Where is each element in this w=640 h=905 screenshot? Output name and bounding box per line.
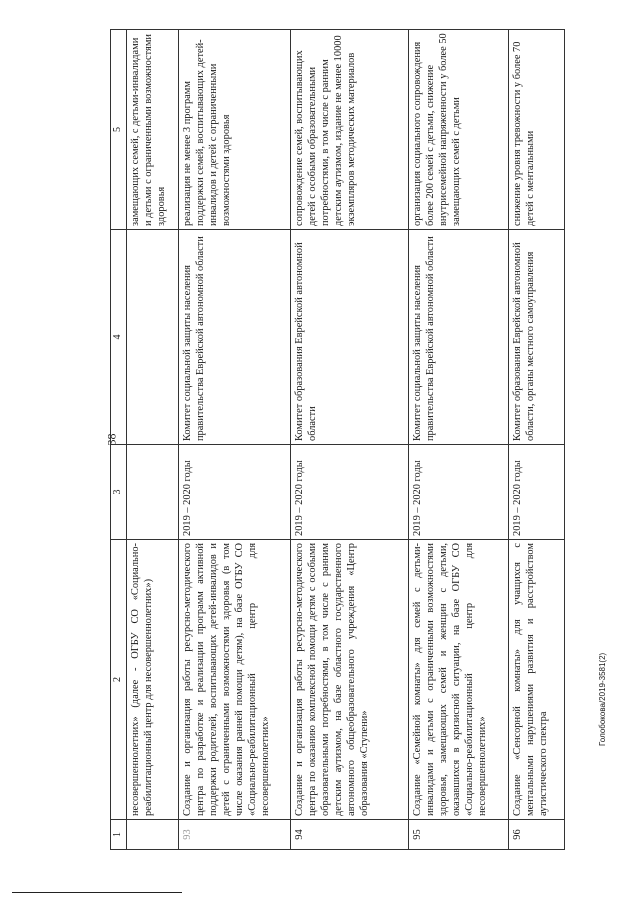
- task-cell: Создание и организация работы ресурсно-методического центра по разработке и реализации программ активной поддержки родителей, воспитывающих детей-инвалидов и детей с ограниченными возможностями здоровья (в том числе оказания ранней помощи детям), на базе ОГБУ СО «Социально-реабилитационный центр для несовершеннолетних»: [178, 540, 290, 820]
- table-row: [408, 30, 508, 850]
- table-row: [508, 30, 564, 850]
- result-cell: снижение уровня тревожности у более 70 детей с ментальными: [508, 30, 564, 230]
- period-cell: 2019 – 2020 годы: [178, 445, 290, 540]
- rotated-table-container: [110, 30, 560, 850]
- executor-cell: [126, 230, 178, 445]
- footer-code: Голобокова/2019-3581(2): [598, 652, 607, 746]
- task-cell: Создание и организация работы ресурсно-методического центра по оказанию комплексной помощи детям с особыми образовательными потребностями, в том числе с ранним детским аутизмом, на базе областного государственного автономного общеобразовательного учреждения «Центр образования «Ступени»: [290, 540, 408, 820]
- period-cell: 2019 – 2020 годы: [408, 445, 508, 540]
- page-number: 38: [104, 433, 119, 446]
- result-cell: сопровождение семей, воспитывающих детей с особыми образовательными потребностями, в том числе с ранним детским аутизмом, издание не менее 10000 экземпляров методических материалов: [290, 30, 408, 230]
- row-number: 96: [508, 820, 564, 850]
- table-row: [290, 30, 408, 850]
- result-cell: реализация не менее 3 программ поддержки семей, воспитывающих детей-инвалидов и детей с ограниченными возможностями здоровья: [178, 30, 290, 230]
- period-cell: [126, 445, 178, 540]
- result-cell: замещающих семей, с детьми-инвалидами и детьми с ограниченными возможностями здоровья: [126, 30, 178, 230]
- executor-cell: Комитет образования Еврейской автономной области, органы местного самоуправления: [508, 230, 564, 445]
- header-cell: 2: [111, 540, 127, 820]
- column-number-row: [111, 30, 127, 850]
- row-number: 94: [290, 820, 408, 850]
- executor-cell: Комитет образования Еврейской автономной области: [290, 230, 408, 445]
- task-cell: Создание «Семейной комнаты» для семей с детьми-инвалидами и детьми с ограниченными возможностями здоровья, замещающих семей и женщин с детьми, оказавшихся в кризисной ситуации, на базе ОГБУ СО «Социально-реабилитационный центр для несовершеннолетних»: [408, 540, 508, 820]
- header-cell: 3: [111, 445, 127, 540]
- header-cell: 4: [111, 230, 127, 445]
- header-cell: 5: [111, 30, 127, 230]
- header-cell: 1: [111, 820, 127, 850]
- row-number: 95: [408, 820, 508, 850]
- task-cell: Создание «Сенсорной комнаты» для учащихся с ментальными нарушениями развития и расстройством аутистического спектра: [508, 540, 564, 820]
- period-cell: 2019 – 2020 годы: [508, 445, 564, 540]
- table-row: [126, 30, 178, 850]
- executor-cell: Комитет социальной защиты населения правительства Еврейской автономной области: [408, 230, 508, 445]
- task-cell: несовершеннолетних» (далее - ОГБУ СО «Социально-реабилитационный центр для несовершеннолетних»): [126, 540, 178, 820]
- result-cell: организация социального сопровождения более 200 семей с детьми, снижение внутрисемейной напряженности у более 50 замещающих семей с детьми: [408, 30, 508, 230]
- table-row: [178, 30, 290, 850]
- executor-cell: Комитет социальной защиты населения правительства Еврейской автономной области: [178, 230, 290, 445]
- measures-table: [110, 29, 565, 850]
- row-number: [126, 820, 178, 850]
- bottom-rule: [12, 892, 182, 893]
- row-number: 93: [178, 820, 290, 850]
- period-cell: 2019 – 2020 годы: [290, 445, 408, 540]
